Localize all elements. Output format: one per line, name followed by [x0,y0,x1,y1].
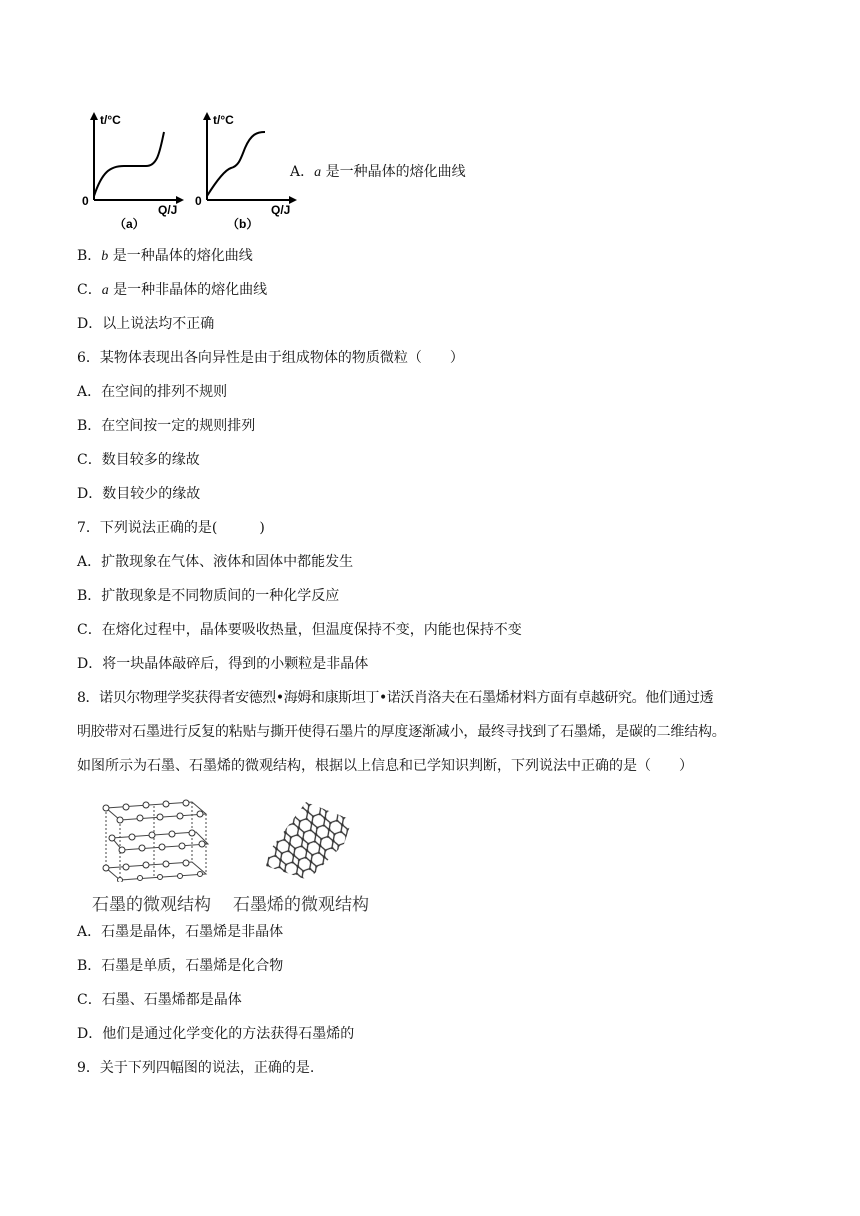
q5-option-c-var: a [101,283,109,298]
fig-a-origin: 0 [82,194,89,208]
fig-a-y-label: t/°C [100,113,121,127]
q5-option-d: D．以上说法均不正确 [77,316,215,332]
fig-b-y-label: t/°C [213,113,234,127]
q6-option-a: A．在空间的排列不规则 [77,384,228,400]
q5-option-a-prefix: A． [290,164,315,180]
q5-option-b-text: 是一种晶体的熔化曲线 [112,248,253,264]
q8-stem-line1: 8．诺贝尔物理学奖获得者安德烈•海姆和康斯坦丁•诺沃肖洛夫在石墨烯材料方面有卓越研究。他们通过透 [77,690,714,706]
melting-curve-figure-a [80,110,190,232]
q5-option-c-text: 是一种非晶体的熔化曲线 [113,282,268,298]
q8-option-d: D．他们是通过化学变化的方法获得石墨烯的 [77,1026,355,1042]
melting-curve-figure-b [193,110,303,232]
q5-option-b [77,246,253,267]
graphite-caption: 石墨的微观结构 [92,895,211,914]
q6-option-c: C．数目较多的缘故 [77,452,200,468]
q8-stem-line2: 明胶带对石墨进行反复的粘贴与撕开使得石墨片的厚度逐渐减小，最终寻找到了石墨烯，是碳的二维结构。 [77,724,726,740]
fig-b-x-label: Q/J [271,203,291,217]
q6-option-b: B．在空间按一定的规则排列 [77,418,256,434]
q5-option-a-text: 是一种晶体的熔化曲线 [325,164,466,180]
q7-option-b: B．扩散现象是不同物质间的一种化学反应 [77,588,340,604]
q8-option-b: B．石墨是单质，石墨烯是化合物 [77,958,284,974]
q6-stem: 6．某物体表现出各向异性是由于组成物体的物质微粒（ ） [77,350,464,366]
graphene-caption: 石墨烯的微观结构 [233,895,369,914]
q8-option-c: C．石墨、石墨烯都是晶体 [77,992,242,1008]
q8-option-a: A．石墨是晶体，石墨烯是非晶体 [77,924,284,940]
q5-option-b-prefix: B． [77,248,102,264]
q7-option-a: A．扩散现象在气体、液体和固体中都能发生 [77,554,354,570]
q7-option-c: C．在熔化过程中，晶体要吸收热量，但温度保持不变，内能也保持不变 [77,622,522,638]
q5-option-c [77,280,267,301]
fig-a-x-label: Q/J [158,203,178,217]
q6-option-d: D．数目较少的缘故 [77,486,201,502]
graphene-structure-image [258,798,358,882]
fig-b-caption: （b） [227,217,259,231]
q7-stem: 7．下列说法正确的是( ) [77,520,265,536]
q8-stem-line3: 如图所示为石墨、石墨烯的微观结构，根据以上信息和已学知识判断，下列说法中正确的是（ ） [77,758,693,774]
q5-option-a [290,162,466,183]
fig-b-origin: 0 [195,194,202,208]
q9-stem: 9．关于下列四幅图的说法，正确的是. [77,1060,315,1076]
graphite-structure-image [96,792,216,882]
q7-option-d: D．将一块晶体敲碎后，得到的小颗粒是非晶体 [77,656,369,672]
q5-option-b-var: b [101,249,109,264]
q5-option-c-prefix: C． [77,282,102,298]
fig-a-caption: （a） [114,217,145,231]
q5-option-a-var: a [314,165,322,180]
